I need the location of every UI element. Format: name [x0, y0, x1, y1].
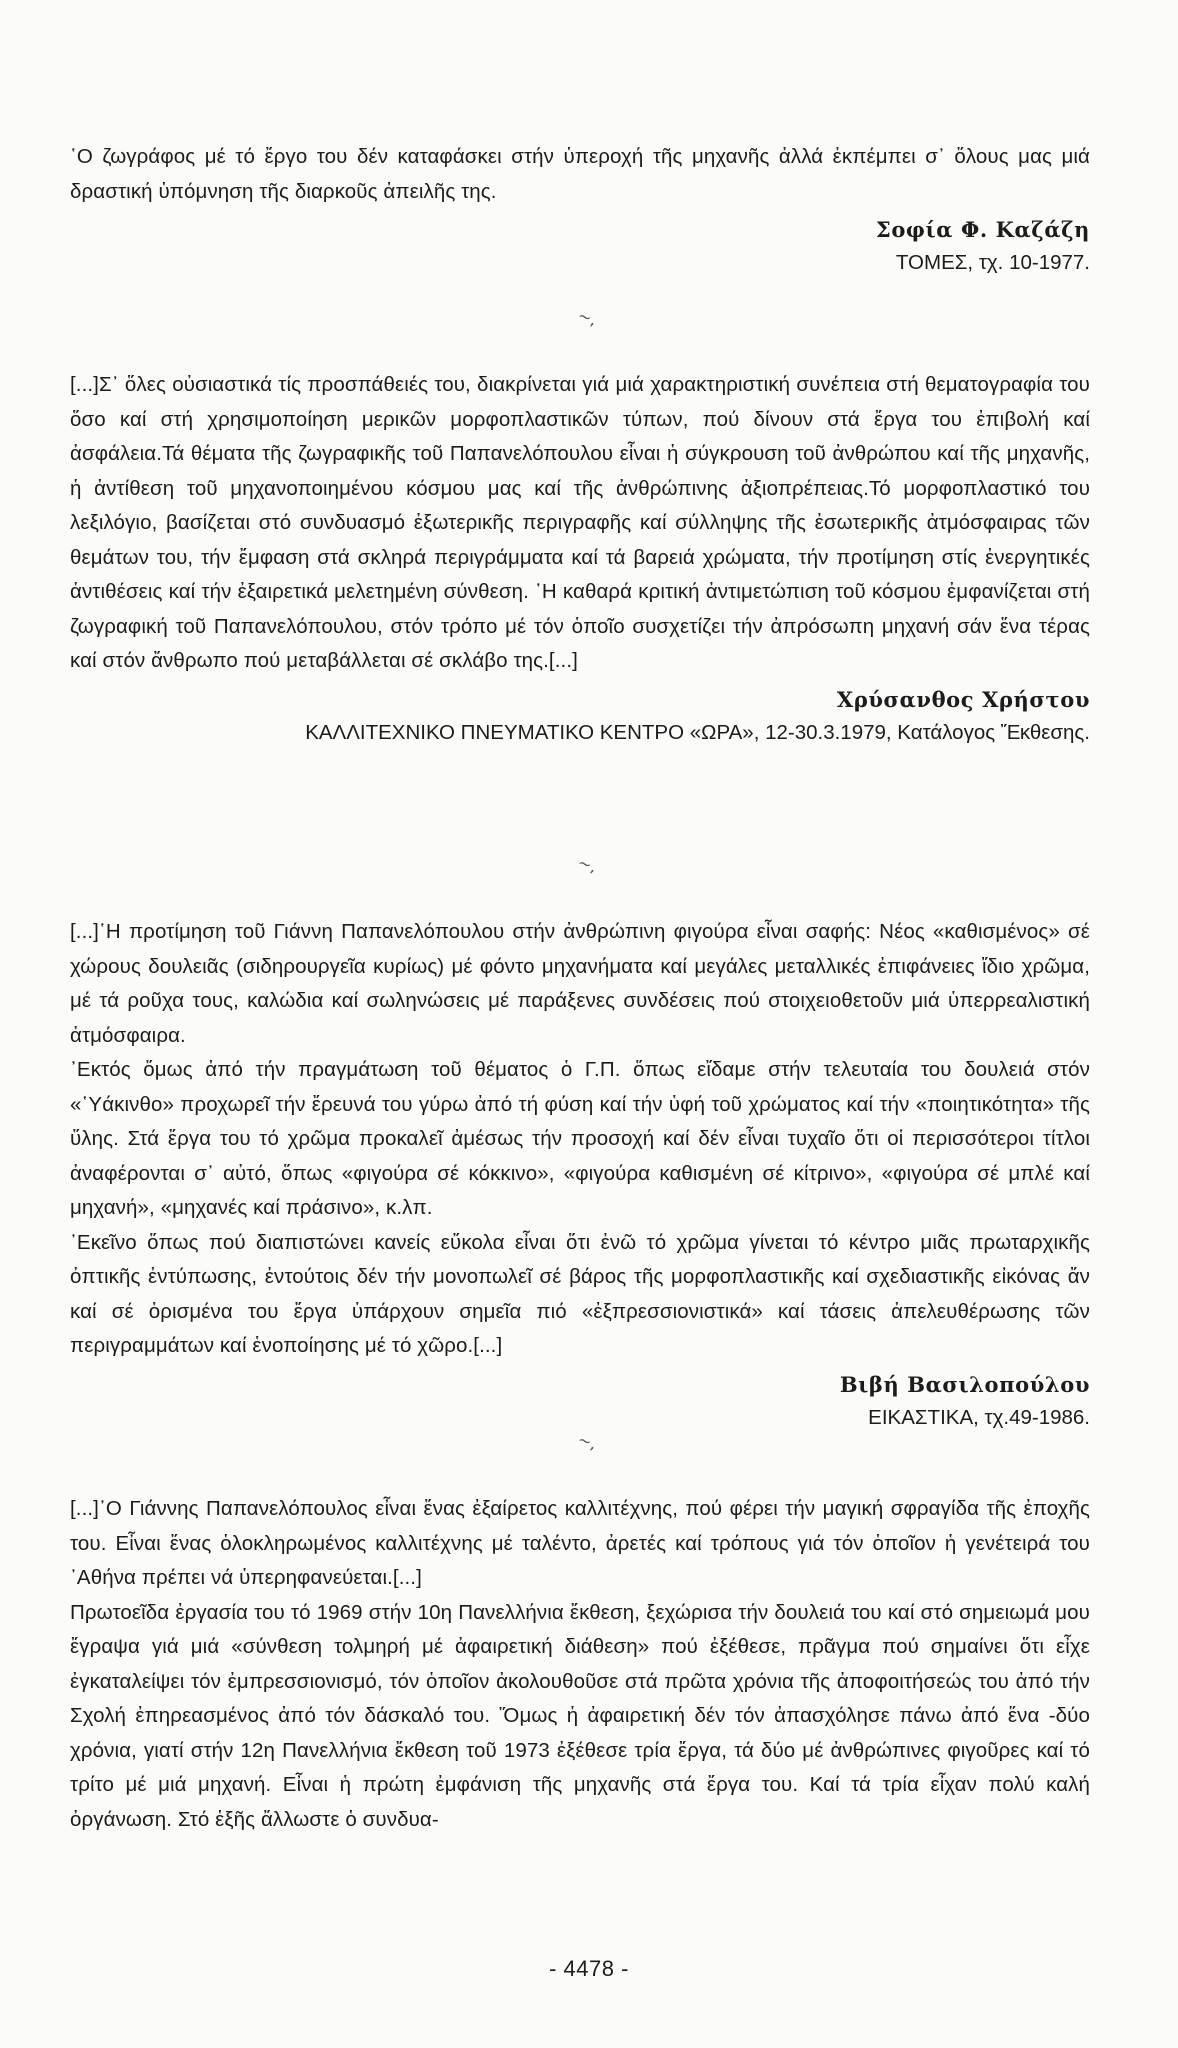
review-paragraph: [...]῾Η προτίμηση τοῦ Γιάννη Παπανελόπουλου στήν ἀνθρώπινη φιγούρα εἶναι σαφής: Νέος «καθισμένος» σέ χώρους δουλειᾶς (σιδηρουργεῖα κυρίως) μέ φόντο μηχανήματα καί μεγάλες μεταλλικές ἐπιφάνειες ἴδιο χρῶμα, μέ τά ροῦχα τους, καλώδια καί σωληνώσεις μέ παράξενες συνδέσεις πού στοιχειοθετοῦν μιά ὑπερρεαλιστική ἀτμόσφαιρα.	[70, 920, 1090, 1047]
review-paragraph: ῾Ο ζωγράφος μέ τό ἔργο του δέν καταφάσκει στήν ὑπεροχή τῆς μηχανῆς ἀλλά ἐκπέμπει σ᾽ ὅλους μας μιά δραστική ὑπόμνηση τῆς διαρκοῦς ἀπειλῆς της.	[70, 145, 1090, 203]
review-paragraph: ᾽Εκεῖνο ὅπως πού διαπιστώνει κανείς εὔκολα εἶναι ὅτι ἐνῶ τό χρῶμα γίνεται τό κέντρο μιᾶς πρωταρχικῆς ὀπτικῆς ἐντύπωσης, ἐντούτοις δέν τήν μονοπωλεῖ σέ βάρος τῆς μορφοπλαστικῆς καί σχεδιαστικῆς εἰκόνας ἄν καί σέ ὁρισμένα του ἔργα ὑπάρχουν σημεῖα πιό «ἐξπρεσσιονιστικά» καί τάσεις ἀπελευθέρωσης τῶν περιγραμμάτων καί ἑνοποίησης μέ τό χῶρο.[...]	[70, 1230, 1090, 1357]
section-divider-ornament: ~,	[575, 305, 599, 330]
review-continued	[70, 1492, 1090, 1837]
source-citation: ΚΑΛΛΙΤΕΧΝΙΚΟ ΠΝΕΥΜΑΤΙΚΟ ΚΕΝΤΡΟ «ΩΡΑ», 12-30.3.1979, Κατάλογος Ἔκθεσης.	[305, 720, 1090, 744]
section-divider-ornament: ~,	[575, 852, 599, 877]
page-number: - 4478 -	[549, 1956, 629, 1981]
author-name: Χρύσανθος Χρήστου	[836, 686, 1090, 712]
author-name: Σοφία Φ. Καζάζη	[875, 217, 1090, 242]
source-citation: ΤΟΜΕΣ, τχ. 10-1977.	[895, 251, 1090, 274]
review-paragraph: Πρωτοεῖδα ἐργασία του τό 1969 στήν 10η Πανελλήνια ἔκθεση, ξεχώρισα τήν δουλειά του καί στό σημειωμά μου ἔγραψα γιά μιά «σύνθεση τολμηρή μέ ἀφαιρετική διάθεση» πού ἐξέθεσε, πρᾶγμα πού σημαίνει ὅτι εἶχε ἐγκαταλείψει τόν ἐμπρεσσιονισμό, τόν ὁποῖον ἀκολουθοῦσε στά πρῶτα χρόνια τῆς ἀποφοιτήσεώς του ἀπό τήν Σχολή ἐπηρεασμένος ἀπό τόν δάσκαλό του. Ὅμως ἡ ἀφαιρετική δέν τόν ἀπασχόλησε πάνω ἀπό ἕνα -δύο χρόνια, γιατί στήν 12η Πανελλήνια ἔκθεση τοῦ 1973 ἐξέθεσε τρία ἔργα, τά δύο μέ ἀνθρώπινες φιγοῦρες καί τό τρίτο μέ μιά μηχανή. Εἶναι ἡ πρώτη ἐμφάνιση τῆς μηχανῆς στά ἔργα του. Καί τά τρία εἶχαν πολύ καλή ὀργάνωση. Στό ἑξῆς ἄλλωστε ὁ συνδυα-	[70, 1600, 1090, 1831]
review-vasilopoulou	[70, 915, 1090, 1434]
review-paragraph: [...]Σ᾽ ὅλες οὐσιαστικά τίς προσπάθειές του, διακρίνεται γιά μιά χαρακτηριστική συνέπεια στή θεματογραφία του ὅσο καί στή χρησιμοποίηση μερικῶν μορφοπλαστικῶν τύπων, πού δίνουν στά ἔργα του ἐπιβολή καί ἀσφάλεια.Τά θέματα τῆς ζωγραφικῆς τοῦ Παπανελόπουλου εἶναι ἡ σύγκρουση τοῦ ἀνθρώπου καί τῆς μηχανῆς, ἡ ἀντίθεση τοῦ μηχανοποιημένου κόσμου μας καί τῆς ἀνθρώπινης ἀξιοπρέπειας.Τό μορφοπλαστικό του λεξιλόγιο, βασίζεται στό συνδυασμό ἐξωτερικῆς περιγραφῆς καί σύλληψης τῆς ἐσωτερικῆς ἀτμόσφαιρας τῶν θεμάτων του, τήν ἔμφαση στά σκληρά περιγράμματα καί τά βαρειά χρώματα, τήν προτίμηση στίς ἐνεργητικές ἀντιθέσεις καί τήν ἐξαιρετικά μελετημένη σύνθεση. ῾Η καθαρά κριτική ἀντιμετώπιση τοῦ κόσμου ἐμφανίζεται στή ζωγραφική τοῦ Παπανελόπουλου, στόν τρόπο μέ τόν ὁποῖο συσχετίζει τήν ἀπρόσωπη μηχανή σάν ἕνα τέρας καί στόν ἄνθρωπο πού μεταβάλλεται σέ σκλάβο της.[...]	[70, 373, 1090, 672]
review-kazazi	[70, 140, 1090, 279]
author-name: Βιβή Βασιλοπούλου	[839, 1371, 1090, 1397]
review-christou	[70, 368, 1090, 749]
source-citation: ΕΙΚΑΣΤΙΚΑ, τχ.49-1986.	[868, 1405, 1090, 1429]
review-paragraph: ᾽Εκτός ὅμως ἀπό τήν πραγμάτωση τοῦ θέματος ὁ Γ.Π. ὅπως εἴδαμε στήν τελευταία του δουλειά στόν «῾Υάκινθο» προχωρεῖ τήν ἔρευνά του γύρω ἀπό τή φύση καί τήν ὑφή τοῦ χρώματος καί τήν «ποιητικότητα» τῆς ὕλης. Στά ἔργα του τό χρῶμα προκαλεῖ ἀμέσως τήν προσοχή καί δέν εἶναι τυχαῖο ὅτι οἱ περισσότεροι τίτλοι ἀναφέρονται σ᾽ αὐτό, ὅπως «φιγούρα σέ κόκκινο», «φιγούρα καθισμένη σέ κίτρινο», «φιγούρα σέ μπλέ καί μηχανή», «μηχανές καί πράσινο», κ.λπ.	[70, 1058, 1090, 1219]
section-divider-ornament: ~,	[575, 1429, 599, 1454]
review-paragraph: [...]᾽Ο Γιάννης Παπανελόπουλος εἶναι ἕνας ἐξαίρετος καλλιτέχνης, πού φέρει τήν μαγική σφραγίδα τῆς ἐποχῆς του. Εἶναι ἕνας ὁλοκληρωμένος καλλιτέχνης μέ ταλέντο, ἀρετές καί τρόπους γιά τόν ὁποῖον ἡ γενέτειρά του ᾽Αθήνα πρέπει νά ὑπερηφανεύεται.[...]	[70, 1497, 1090, 1589]
